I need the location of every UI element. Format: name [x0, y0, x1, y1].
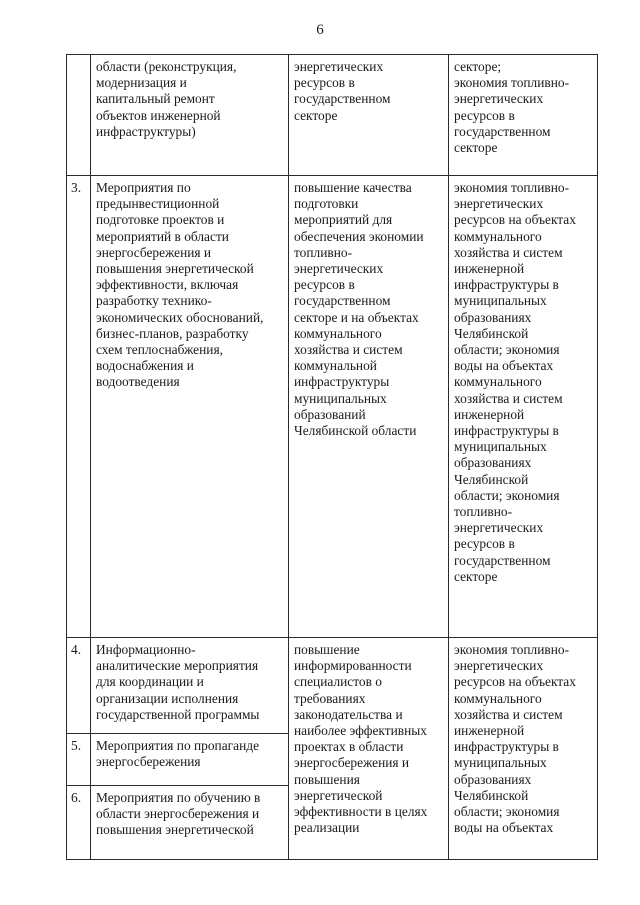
measures-table: [66, 54, 598, 860]
activity-cell: Информационно- аналитические мероприятия для координации и организации исполнения государственной программы: [91, 638, 289, 734]
objective-cell: энергетических ресурсов в государственном секторе: [289, 55, 449, 176]
result-cell: экономия топливно- энергетических ресурсов на объектах коммунального хозяйства и систем инженерной инфраструктуры в муниципальных образованиях Челябинской области; экономия воды на объектах коммунального хозяйства и систем инженерной инфраструктуры в муниципальных образованиях Челябинской области; экономия топливно- энергетических ресурсов в государственном секторе: [449, 176, 598, 638]
activity-cell: Мероприятия по предынвестиционной подготовке проектов и мероприятий в области энергосбережения и повышения энергетической эффективности, включая разработку технико- экономических обоснований, бизнес-планов, разработку схем теплоснабжения, водоснабжения и водоотведения: [91, 176, 289, 638]
table-row: [67, 55, 598, 176]
row-number: 4.: [67, 638, 91, 734]
page-number: 6: [316, 22, 324, 38]
row-number: 3.: [67, 176, 91, 638]
objective-cell-merged: повышение информированности специалистов о требованиях законодательства и наиболее эффективных проектах в области энергосбережения и повышения энергетической эффективности в целях реализации: [289, 638, 449, 860]
objective-cell: повышение качества подготовки мероприятий для обеспечения экономии топливно- энергетических ресурсов в государственном секторе и на объектах коммунального хозяйства и систем коммунальной инфраструктуры муниципальных образований Челябинской области: [289, 176, 449, 638]
table-row: [67, 176, 598, 638]
activity-cell: Мероприятия по пропаганде энергосбережения: [91, 734, 289, 786]
activity-cell: области (реконструкция, модернизация и капитальный ремонт объектов инженерной инфраструктуры): [91, 55, 289, 176]
row-number: [67, 55, 91, 176]
result-cell: секторе; экономия топливно- энергетических ресурсов в государственном секторе: [449, 55, 598, 176]
table-row: [67, 638, 598, 734]
result-cell-merged: экономия топливно- энергетических ресурсов на объектах коммунального хозяйства и систем инженерной инфраструктуры в муниципальных образованиях Челябинской области; экономия воды на объектах: [449, 638, 598, 860]
row-number: 6.: [67, 786, 91, 860]
activity-cell: Мероприятия по обучению в области энергосбережения и повышения энергетической: [91, 786, 289, 860]
row-number: 5.: [67, 734, 91, 786]
